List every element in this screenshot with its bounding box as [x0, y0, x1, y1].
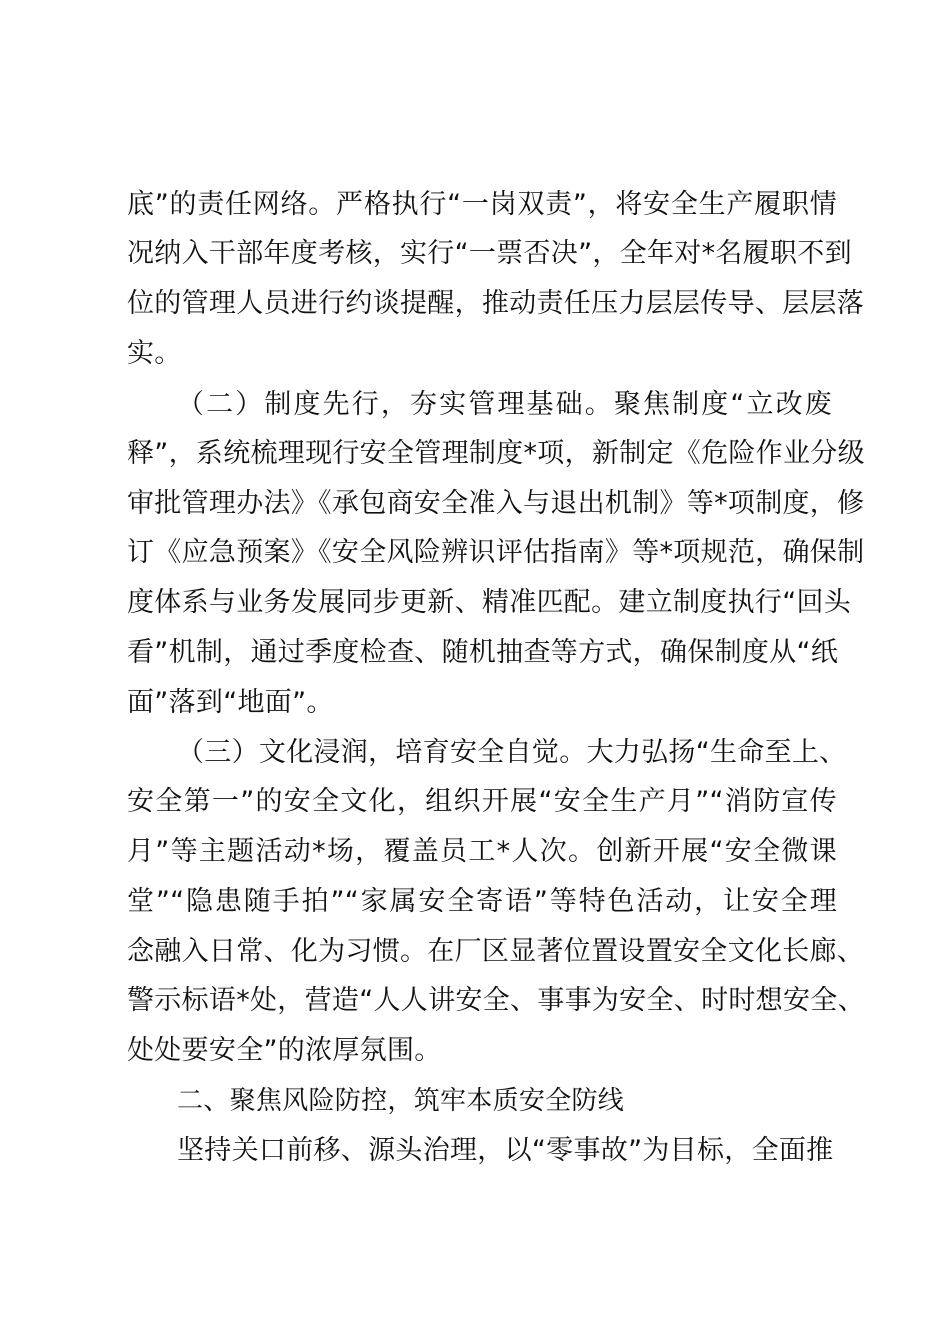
- paragraph-line: 释”，系统梳理现行安全管理制度*项，新制定《危险作业分级: [127, 438, 865, 469]
- paragraph-line: 订《应急预案》《安全风险辨识评估指南》等*项规范，确保制: [127, 537, 865, 568]
- paragraph-line: 处处要安全”的浓厚氛围。: [127, 1035, 442, 1066]
- paragraph-line: 审批管理办法》《承包商安全准入与退出机制》等*项制度，修: [127, 488, 865, 519]
- paragraph-line: 位的管理人员进行约谈提醒，推动责任压力层层传导、层层落: [127, 288, 865, 319]
- paragraph-line: 面”落到“地面”。: [127, 687, 334, 718]
- paragraph-line: 底”的责任网络。严格执行“一岗双责”，将安全生产履职情: [127, 189, 837, 220]
- paragraph-line: 坚持关口前移、源头治理，以“零事故”为目标，全面推: [177, 1135, 834, 1166]
- paragraph-line: 实。: [127, 338, 182, 369]
- paragraph-line: 看”机制，通过季度检查、随机抽查等方式，确保制度从“纸: [127, 637, 839, 668]
- paragraph-line: 度体系与业务发展同步更新、精准匹配。建立制度执行“回头: [127, 587, 852, 618]
- paragraph-line: 月”等主题活动*场，覆盖员工*人次。创新开展“安全微课: [127, 836, 837, 867]
- paragraph-line: 况纳入干部年度考核，实行“一票否决”，全年对*名履职不到: [127, 238, 852, 269]
- paragraph-line: 安全第一”的安全文化，组织开展“安全生产月”“消防宣传: [127, 786, 837, 817]
- section-subheading-line: （二）制度先行，夯实管理基础。聚焦制度“立改废: [177, 389, 832, 420]
- paragraph-line: 念融入日常、化为习惯。在厂区显著位置设置安全文化长廊、: [127, 936, 865, 967]
- paragraph-line: 堂”“隐患随手拍”“家属安全寄语”等特色活动，让安全理: [127, 886, 837, 917]
- paragraph-line: 警示标语*处，营造“人人讲安全、事事为安全、时时想安全、: [127, 985, 865, 1016]
- section-heading: 二、聚焦风险防控，筑牢本质安全防线: [177, 1086, 625, 1116]
- section-subheading-line: （三）文化浸润，培育安全自觉。大力弘扬“生命至上、: [177, 737, 847, 768]
